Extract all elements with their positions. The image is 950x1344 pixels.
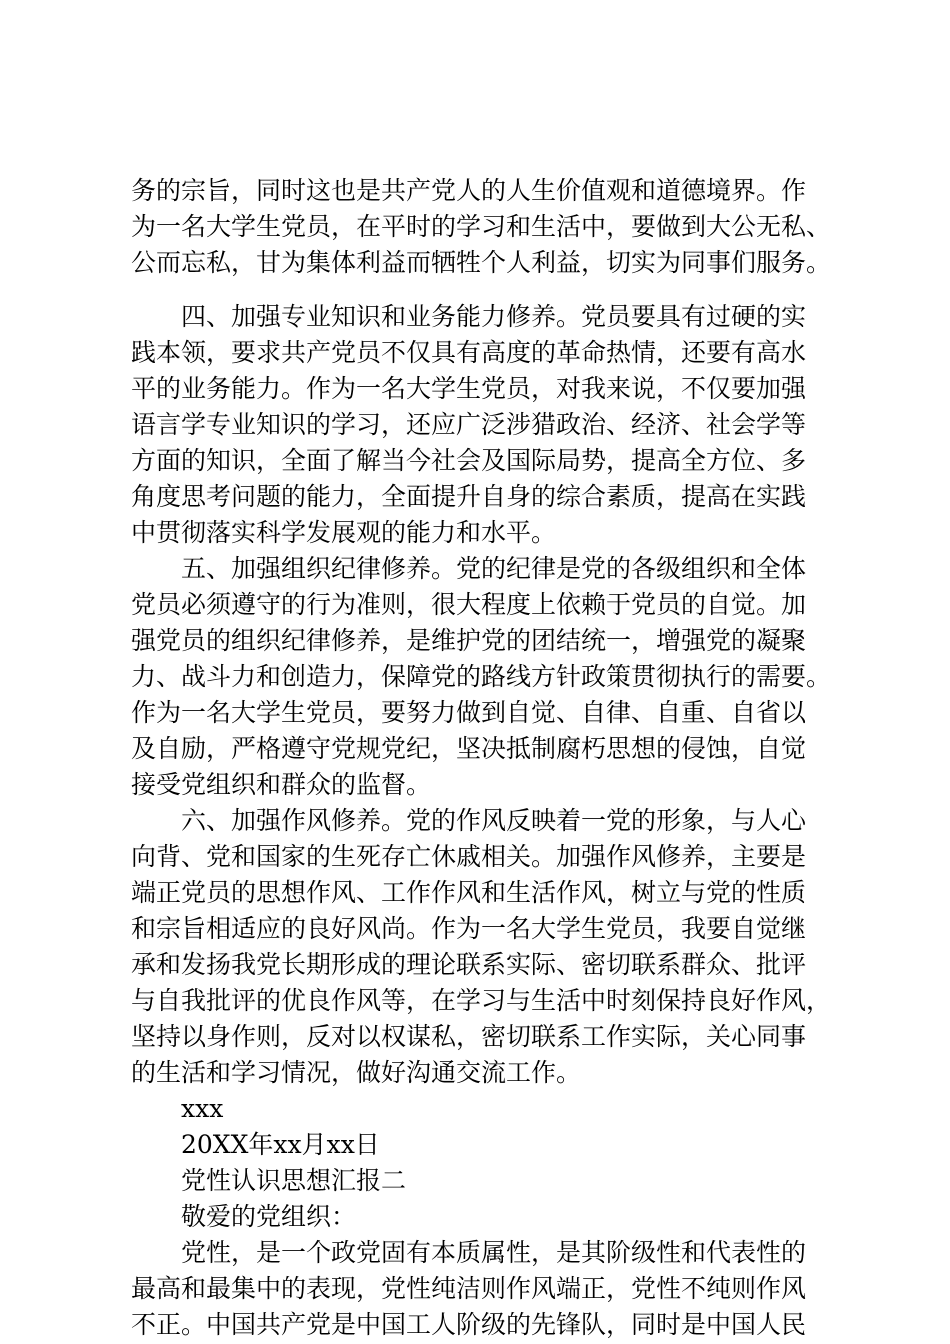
paragraph-four-first-line: 四、加强专业知识和业务能力修养。党员要具有过硬的实 [181,302,807,331]
text-line: 公而忘私，甘为集体利益而牺牲个人利益，切实为同事们服务。 [131,248,832,277]
text-line: 务的宗旨，同时这也是共产党人的人生价值观和道德境界。作 [131,176,807,205]
text-line: 为一名大学生党员，在平时的学习和生活中，要做到大公无私、 [131,212,832,241]
signature: xxx [181,1094,224,1123]
text-line: 践本领，要求共产党员不仅具有高度的革命热情，还要有高水 [131,338,807,367]
text-line: 及自励，严格遵守党规党纪，坚决抵制腐朽思想的侵蚀，自觉 [131,734,807,763]
report-title: 党性认识思想汇报二 [181,1166,407,1195]
date: 20XX年xx月xx日 [181,1130,380,1159]
text-line: 角度思考问题的能力，全面提升自身的综合素质，提高在实践 [131,482,807,511]
text-line: 语言学专业知识的学习，还应广泛涉猎政治、经济、社会学等 [131,410,807,439]
text-line: 的生活和学习情况，做好沟通交流工作。 [131,1058,582,1087]
text-line: 中贯彻落实科学发展观的能力和水平。 [131,518,557,547]
text-line: 最高和最集中的表现，党性纯洁则作风端正，党性不纯则作风 [131,1274,807,1303]
text-line: 不正。中国共产党是中国工人阶级的先锋队，同时是中国人民 [131,1310,807,1339]
text-line: 接受党组织和群众的监督。 [131,770,432,799]
text-line: 承和发扬我党长期形成的理论联系实际、密切联系群众、批评 [131,950,807,979]
text-line: 强党员的组织纪律修养，是维护党的团结统一，增强党的凝聚 [131,626,807,655]
text-line: 力、战斗力和创造力，保障党的路线方针政策贯彻执行的需要。 [131,662,832,691]
text-line: 和宗旨相适应的良好风尚。作为一名大学生党员，我要自觉继 [131,914,807,943]
text-line: 作为一名大学生党员，要努力做到自觉、自律、自重、自省以 [131,698,807,727]
text-line: 党员必须遵守的行为准则，很大程度上依赖于党员的自觉。加 [131,590,807,619]
text-line: 方面的知识，全面了解当今社会及国际局势，提高全方位、多 [131,446,807,475]
partisanship-first-line: 党性，是一个政党固有本质属性，是其阶级性和代表性的 [181,1238,807,1267]
text-line: 坚持以身作则，反对以权谋私，密切联系工作实际，关心同事 [131,1022,807,1051]
salutation: 敬爱的党组织： [181,1202,357,1231]
text-line: 端正党员的思想作风、工作作风和生活作风，树立与党的性质 [131,878,807,907]
text-line: 与自我批评的优良作风等，在学习与生活中时刻保持良好作风， [131,986,832,1015]
text-line: 向背、党和国家的生死存亡休戚相关。加强作风修养，主要是 [131,842,807,871]
paragraph-six-first-line: 六、加强作风修养。党的作风反映着一党的形象，与人心 [181,806,807,835]
paragraph-five-first-line: 五、加强组织纪律修养。党的纪律是党的各级组织和全体 [181,554,807,583]
text-line: 平的业务能力。作为一名大学生党员，对我来说，不仅要加强 [131,374,807,403]
